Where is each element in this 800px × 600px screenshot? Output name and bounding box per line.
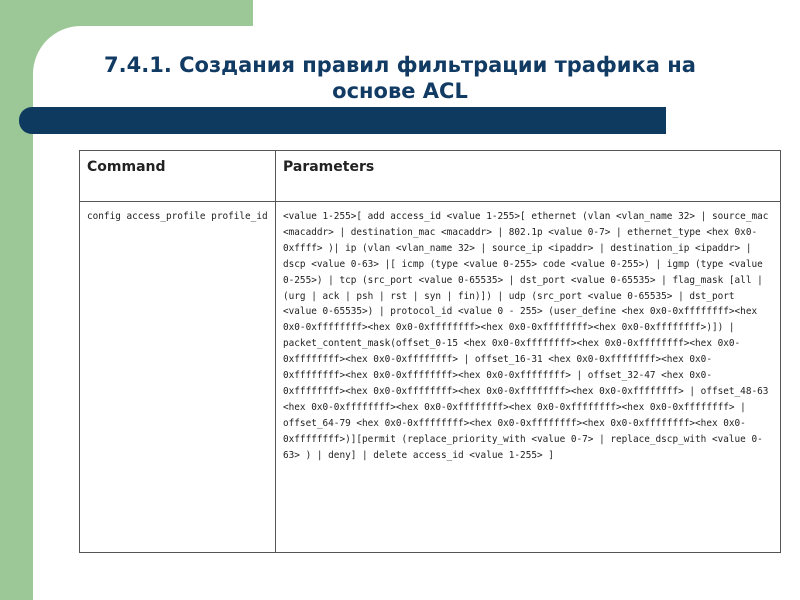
table-header-row: [80, 151, 781, 202]
decor-green-strip: [0, 0, 33, 600]
decor-title-bar: [19, 107, 666, 134]
header-parameters: Parameters: [283, 159, 375, 175]
header-command: Command: [87, 159, 166, 175]
header-cell-parameters: [276, 151, 781, 202]
command-cell: [80, 202, 276, 553]
command-text: config access_profile profile_id: [87, 211, 268, 222]
header-cell-command: [80, 151, 276, 202]
parameters-text: <value 1-255>[ add access_id <value 1-255>[ ethernet (vlan <vlan_name 32> | source_mac <macaddr> | destination_mac <macaddr> | 802.1p <value 0-7> | ethernet_type <hex 0x0-0xffff> )| ip (vlan <vlan_name 32> | source_ip <ipaddr> | destination_ip <ipaddr> | dscp <value 0-63> |[ icmp (type <value 0-255> code <value 0-255>) | igmp (type <value 0-255>) | tcp (src_port <value 0-65535> | dst_port <value 0-65535> | flag_mask [all | (urg | ack | psh | rst | syn | fin)]) | udp (src_port <value 0-65535> | dst_port <value 0-65535>) | protocol_id <value 0 - 255> (user_define <hex 0x0-0xffffffff><hex 0x0-0xffffffff><hex 0x0-0xffffffff><hex 0x0-0xffffffff><hex 0x0-0xffffffff>)]) | packet_content_mask(offset_0-15 <hex 0x0-0xffffffff><hex 0x0-0xffffffff><hex 0x0-0xffffffff><hex 0x0-0xffffffff> | offset_16-31 <hex 0x0-0xffffffff><hex 0x0-0xffffffff><hex 0x0-0xffffffff><hex 0x0-0xffffffff> | offset_32-47 <hex 0x0-0xffffffff><hex 0x0-0xffffffff><hex 0x0-0xffffffff><hex 0x0-0xffffffff> | offset_48-63 <hex 0x0-0xffffffff><hex 0x0-0xffffffff><hex 0x0-0xffffffff><hex 0x0-0xffffffff> | offset_64-79 <hex 0x0-0xffffffff><hex 0x0-0xffffffff><hex 0x0-0xffffffff><hex 0x0-0xffffffff>)][permit (replace_priority_with <value 0-7> | replace_dscp_with <value 0-63> ) | deny] | delete access_id <value 1-255> ]: [283, 211, 769, 461]
slide-title: 7.4.1. Создания правил фильтрации трафика на основе ACL: [104, 53, 696, 103]
decor-title-bar-tail: [33, 131, 54, 134]
command-table: [79, 150, 781, 553]
parameters-cell: [276, 202, 781, 553]
table-row: [80, 202, 781, 553]
